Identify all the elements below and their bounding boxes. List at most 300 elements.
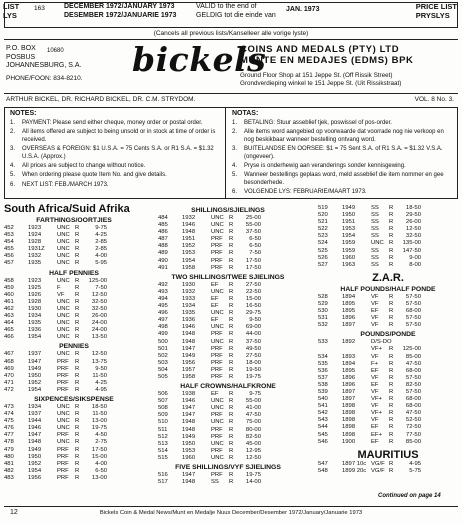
item-price: 147-50 bbox=[402, 247, 421, 254]
price-row bbox=[158, 258, 298, 265]
item-grade: PRF bbox=[57, 432, 69, 439]
price-row bbox=[158, 296, 298, 303]
item-price bbox=[397, 339, 421, 346]
price-row bbox=[158, 360, 298, 367]
list-label-af: LYS bbox=[3, 11, 17, 20]
item-number: 535 bbox=[318, 360, 328, 367]
currency: R bbox=[389, 367, 394, 374]
note-text: Pryse is onderhewig aan veranderings sonder kennisgewing. bbox=[244, 163, 406, 170]
item-grade: VF bbox=[371, 315, 379, 322]
item-grade: EF bbox=[371, 424, 379, 431]
item-number: 548 bbox=[318, 467, 328, 474]
item-number: 488 bbox=[158, 243, 168, 250]
item-number: 494 bbox=[158, 295, 168, 302]
currency: R bbox=[75, 327, 80, 334]
item-number: 542 bbox=[318, 410, 328, 417]
item-price: 47-50 bbox=[245, 412, 261, 419]
item-price: 4-95 bbox=[409, 460, 421, 467]
price-row bbox=[318, 315, 458, 322]
price-table bbox=[158, 282, 298, 381]
item-year: 1950 bbox=[182, 440, 196, 447]
item-grade: PRF bbox=[57, 453, 69, 460]
currency: R bbox=[75, 446, 80, 453]
section-title-south-africa: South Africa/Suid Afrika bbox=[4, 203, 130, 215]
item-number: 506 bbox=[158, 391, 168, 398]
item-number: 453 bbox=[4, 232, 14, 239]
issue-date-en: DECEMBER 1972/JANUARY 1973 bbox=[64, 3, 175, 10]
item-grade: EF bbox=[211, 303, 219, 310]
currency: R bbox=[229, 324, 234, 331]
note-text: PAYMENT: Please send either cheque, money order or postal order. bbox=[22, 120, 203, 126]
item-number: 486 bbox=[158, 229, 168, 236]
item-year: 1895 bbox=[342, 308, 356, 315]
price-column-3 bbox=[318, 205, 458, 475]
price-row bbox=[4, 373, 144, 380]
item-price: 45-00 bbox=[245, 440, 261, 447]
item-price: 69-00 bbox=[245, 324, 261, 331]
item-year: 1949 bbox=[182, 352, 196, 359]
item-number: 510 bbox=[158, 419, 168, 426]
note-item bbox=[10, 182, 220, 189]
item-year: 1952 bbox=[182, 243, 196, 250]
item-year: 1923 bbox=[28, 225, 42, 231]
item-grade: UNC bbox=[57, 418, 70, 425]
currency: R bbox=[389, 381, 394, 388]
price-row bbox=[4, 359, 144, 366]
item-number: 495 bbox=[158, 303, 168, 310]
currency: R bbox=[229, 405, 234, 412]
item-grade: UNC bbox=[57, 260, 70, 267]
item-price: 44-00 bbox=[245, 331, 261, 338]
item-number: 507 bbox=[158, 398, 168, 405]
item-grade: UNC bbox=[211, 419, 224, 426]
item-price: 27-50 bbox=[245, 352, 261, 359]
item-price: 29-50 bbox=[405, 212, 421, 219]
item-year: 1928 bbox=[28, 239, 42, 246]
note-number: 3. bbox=[232, 146, 238, 153]
item-year: 1935 bbox=[28, 260, 42, 267]
price-row bbox=[318, 424, 458, 431]
item-price: 9-50 bbox=[95, 365, 107, 372]
price-row bbox=[4, 404, 144, 411]
item-number: 525 bbox=[318, 247, 328, 254]
note-item bbox=[10, 146, 220, 161]
price-row bbox=[4, 299, 144, 306]
item-price: 13-00 bbox=[91, 474, 107, 481]
notes-en bbox=[10, 110, 220, 191]
price-row bbox=[318, 339, 458, 346]
currency: R bbox=[229, 412, 234, 419]
item-year: 1947 bbox=[182, 472, 196, 478]
item-number: 522 bbox=[318, 226, 328, 233]
item-price: 57-50 bbox=[405, 388, 421, 395]
item-year: 1954 bbox=[28, 334, 42, 341]
item-number: 513 bbox=[158, 440, 168, 447]
note-item bbox=[232, 163, 454, 170]
item-grade: PRF bbox=[57, 358, 69, 365]
item-grade: SS bbox=[371, 219, 379, 226]
price-row bbox=[158, 427, 298, 434]
item-price: 7-50 bbox=[95, 284, 107, 291]
item-number: 544 bbox=[318, 424, 328, 431]
col1-sections bbox=[4, 217, 144, 482]
currency: R bbox=[229, 222, 234, 229]
price-row bbox=[4, 411, 144, 418]
item-year: 1894 bbox=[342, 360, 356, 367]
item-grade: PRF bbox=[211, 331, 223, 338]
item-number: 499 bbox=[158, 331, 168, 338]
item-number: 497 bbox=[158, 317, 168, 324]
item-grade: UNC bbox=[57, 411, 70, 418]
price-row bbox=[318, 361, 458, 368]
item-number: 470 bbox=[4, 372, 14, 379]
price-row bbox=[4, 320, 144, 327]
item-year: 1958 bbox=[182, 373, 196, 380]
item-price: 57-50 bbox=[405, 293, 421, 300]
item-year: 1896 bbox=[342, 374, 356, 381]
section-heading: HALF CROWNS/HALFKRONE bbox=[180, 383, 276, 391]
item-grade: VG/F bbox=[371, 467, 385, 474]
currency: R bbox=[389, 388, 394, 395]
note-item bbox=[232, 146, 454, 161]
price-row bbox=[4, 306, 144, 313]
currency: R bbox=[229, 447, 234, 454]
price-row bbox=[4, 313, 144, 320]
item-year: 1948 bbox=[182, 331, 196, 338]
item-grade: PRF bbox=[211, 359, 223, 366]
price-row bbox=[318, 248, 458, 255]
currency: R bbox=[229, 352, 234, 359]
currency: R bbox=[229, 257, 234, 264]
col3-top-rows bbox=[318, 205, 458, 269]
note-item bbox=[10, 172, 220, 179]
price-row bbox=[158, 317, 298, 324]
price-row bbox=[318, 212, 458, 219]
item-number: 477 bbox=[4, 432, 14, 439]
currency: R bbox=[389, 212, 394, 219]
item-number: 504 bbox=[158, 366, 168, 373]
item-year: 1936 bbox=[182, 317, 196, 324]
price-row bbox=[158, 243, 298, 250]
currency: R bbox=[389, 240, 394, 247]
item-price: 13-00 bbox=[91, 418, 107, 425]
currency: R bbox=[389, 254, 394, 261]
item-year: 1951 bbox=[342, 219, 356, 226]
item-year: 1951 bbox=[182, 236, 196, 243]
currency: R bbox=[389, 460, 394, 467]
item-number: 474 bbox=[4, 411, 14, 418]
item-price: 12-50 bbox=[405, 226, 421, 233]
currency bbox=[389, 339, 397, 346]
price-row bbox=[158, 374, 298, 381]
currency: R bbox=[389, 233, 394, 240]
item-grade: VG/F bbox=[371, 460, 385, 467]
price-row bbox=[318, 432, 458, 439]
price-row bbox=[4, 425, 144, 432]
note-number: 4. bbox=[232, 163, 238, 170]
currency: R bbox=[75, 277, 80, 284]
item-price: 9-75 bbox=[249, 391, 261, 398]
item-grade: UNC bbox=[57, 239, 70, 246]
item-grade: PRF bbox=[211, 352, 223, 359]
price-row bbox=[4, 278, 144, 285]
price-row bbox=[4, 351, 144, 358]
item-grade: SS bbox=[371, 212, 379, 219]
currency: R bbox=[75, 313, 80, 320]
shop-address-af: Grondverdieping winkel te 151 Jeppe St. (Uit Rissikstraat) bbox=[240, 80, 402, 87]
currency: R bbox=[229, 398, 234, 405]
currency: R bbox=[389, 438, 394, 445]
item-price: 12-50 bbox=[245, 454, 261, 461]
item-number: 517 bbox=[158, 479, 168, 486]
price-row bbox=[318, 226, 458, 233]
item-year: 1946 bbox=[182, 222, 196, 229]
currency: R bbox=[75, 439, 80, 446]
item-year: 1946 bbox=[182, 324, 196, 331]
item-grade: PRF bbox=[57, 460, 69, 467]
phone-number: PHONE/FOON: 834-8210. bbox=[6, 75, 83, 82]
currency: R bbox=[75, 453, 80, 460]
section-title-zar: Z.A.R. bbox=[372, 271, 404, 284]
item-year: 1895 bbox=[342, 367, 356, 374]
item-grade: PRF bbox=[211, 236, 223, 243]
currency: R bbox=[229, 454, 234, 461]
item-year: 1952 bbox=[28, 379, 42, 386]
item-grade: VF+ bbox=[371, 346, 382, 353]
validity-text bbox=[196, 2, 276, 20]
bickels-logo: bickels bbox=[132, 40, 267, 79]
item-number: 471 bbox=[4, 379, 14, 386]
item-number: 512 bbox=[158, 433, 168, 440]
item-year: 1963 bbox=[342, 261, 356, 268]
item-price: 77-50 bbox=[405, 431, 421, 438]
currency: R bbox=[229, 359, 234, 366]
item-price: 12-50 bbox=[91, 291, 107, 298]
price-row bbox=[158, 353, 298, 360]
item-year: 1898 bbox=[342, 431, 356, 438]
item-price: 12-50 bbox=[91, 351, 107, 358]
item-year: 1960 bbox=[342, 254, 356, 261]
price-row bbox=[318, 308, 458, 315]
item-number: 500 bbox=[158, 338, 168, 345]
item-year: 1948 bbox=[182, 479, 196, 486]
currency: R bbox=[75, 418, 80, 425]
currency: R bbox=[229, 472, 234, 478]
price-row bbox=[158, 250, 298, 257]
item-year: 1959 bbox=[342, 247, 356, 254]
item-year: 1928 bbox=[28, 298, 42, 305]
item-grade: EF bbox=[211, 391, 219, 398]
item-year: 1954 bbox=[342, 233, 356, 240]
item-grade: UNC bbox=[211, 215, 224, 221]
item-grade: PRF bbox=[211, 433, 223, 440]
currency: R bbox=[229, 295, 234, 302]
item-price: 24-00 bbox=[91, 320, 107, 327]
item-price: 27-50 bbox=[245, 281, 261, 288]
item-grade: UNC bbox=[57, 425, 70, 432]
item-year: 1947 bbox=[182, 412, 196, 419]
note-text: Alle items word aangebied op voorwaarde dat voorrade nog nie verkoop en nog beskikbaar wanneer bestelling ontvang word. bbox=[244, 129, 444, 143]
section-heading: POUNDS/PONDE bbox=[360, 331, 416, 339]
price-row bbox=[318, 322, 458, 329]
price-row bbox=[158, 346, 298, 353]
currency: R bbox=[75, 284, 80, 291]
item-year: 1926 bbox=[28, 291, 42, 298]
item-grade: SS bbox=[211, 479, 219, 486]
item-year: 1950 bbox=[28, 372, 42, 379]
note-number: 3. bbox=[10, 146, 16, 153]
item-price: 16-50 bbox=[245, 303, 261, 310]
item-year: 1895 bbox=[342, 300, 356, 307]
currency: R bbox=[229, 264, 234, 271]
price-row bbox=[158, 412, 298, 419]
item-grade: EF bbox=[211, 281, 219, 288]
item-number: 456 bbox=[4, 253, 14, 260]
item-price: 17-50 bbox=[245, 257, 261, 264]
item-price: 14-00 bbox=[245, 479, 261, 486]
item-number: 530 bbox=[318, 308, 328, 315]
item-year: 1953 bbox=[182, 250, 196, 257]
item-number: 539 bbox=[318, 388, 328, 395]
item-year: 1947 bbox=[182, 405, 196, 412]
item-grade: PRF bbox=[211, 373, 223, 380]
item-number: 526 bbox=[318, 254, 328, 261]
price-list-en: PRICE LIST bbox=[415, 2, 457, 11]
note-text: All prices are subject to change without notice. bbox=[22, 163, 146, 170]
item-price: 52-50 bbox=[405, 417, 421, 424]
currency: R bbox=[229, 288, 234, 295]
price-row bbox=[318, 233, 458, 240]
item-year bbox=[342, 346, 371, 353]
currency: R bbox=[75, 260, 80, 267]
price-row bbox=[158, 303, 298, 310]
note-number: 5. bbox=[232, 172, 238, 179]
item-grade: UNC bbox=[57, 232, 70, 239]
item-price: 19-75 bbox=[245, 373, 261, 380]
item-number: 489 bbox=[158, 250, 168, 257]
item-number: 502 bbox=[158, 352, 168, 359]
currency: R bbox=[75, 372, 80, 379]
item-price: 57-50 bbox=[405, 374, 421, 381]
volume-number: VOL. 8 No. 3. bbox=[414, 96, 454, 103]
price-row bbox=[4, 432, 144, 439]
item-year: 1954 bbox=[182, 257, 196, 264]
item-price: 13-50 bbox=[91, 334, 107, 341]
currency: R bbox=[389, 226, 394, 233]
valid-en: VALID to the end of bbox=[196, 3, 257, 10]
item-price: 22-50 bbox=[245, 288, 261, 295]
item-price: 4-00 bbox=[95, 460, 107, 467]
item-grade: UNC bbox=[211, 398, 224, 405]
item-grade: VF bbox=[371, 322, 379, 329]
divider bbox=[4, 93, 458, 94]
currency: R bbox=[389, 247, 394, 254]
item-grade: UNC bbox=[57, 277, 70, 284]
item-grade: SS bbox=[371, 233, 379, 240]
price-row bbox=[158, 229, 298, 236]
item-grade: UNC bbox=[211, 324, 224, 331]
currency: R bbox=[75, 358, 80, 365]
price-row bbox=[158, 405, 298, 412]
currency: R bbox=[389, 308, 394, 315]
page-number: 12 bbox=[10, 509, 18, 516]
item-year: 1936 bbox=[28, 327, 42, 334]
price-table bbox=[318, 339, 458, 445]
item-grade: EF bbox=[371, 438, 379, 445]
item-price: 47-50 bbox=[405, 410, 421, 417]
currency: R bbox=[389, 403, 394, 410]
item-year: 1946 bbox=[28, 425, 42, 432]
price-row bbox=[158, 324, 298, 331]
item-number: 514 bbox=[158, 447, 168, 454]
item-grade: UNC bbox=[57, 298, 70, 305]
currency: R bbox=[229, 433, 234, 440]
note-number: 4. bbox=[10, 163, 16, 170]
item-number: 483 bbox=[4, 474, 14, 481]
item-year: 1953 bbox=[342, 226, 356, 233]
item-number: 515 bbox=[158, 454, 168, 461]
item-year: 1952 bbox=[28, 460, 42, 467]
item-price: 15-00 bbox=[91, 453, 107, 460]
item-grade: UNC bbox=[57, 305, 70, 312]
item-year: 1935 bbox=[182, 310, 196, 317]
note-item bbox=[232, 172, 454, 187]
price-row bbox=[158, 391, 298, 398]
price-row bbox=[4, 285, 144, 292]
item-grade: UNC bbox=[57, 351, 70, 358]
item-price: 11-50 bbox=[92, 411, 107, 418]
item-number: 540 bbox=[318, 396, 328, 403]
currency: R bbox=[389, 431, 394, 438]
item-grade: VF bbox=[371, 403, 379, 410]
currency: R bbox=[229, 366, 234, 373]
posbus-label: POSBUS bbox=[6, 53, 36, 61]
item-grade: PRF bbox=[211, 366, 223, 373]
price-row bbox=[4, 327, 144, 334]
note-text: OVERSEAS & FOREIGN: $1 U.S.A. = 75 Cents S.A. or R1 S.A. = $1.32 U.S.A. (Approx.) bbox=[22, 146, 214, 160]
item-year: 1934 bbox=[182, 303, 196, 310]
currency: R bbox=[75, 467, 80, 474]
currency: R bbox=[229, 317, 234, 324]
price-row bbox=[318, 417, 458, 424]
note-text: BETALING: Stuur asseblief tjek, poswissel of pos-order. bbox=[244, 120, 392, 126]
item-price: 57-50 bbox=[405, 300, 421, 307]
item-grade: EF bbox=[371, 367, 379, 374]
item-price: 2-85 bbox=[95, 239, 107, 246]
note-text: All items offered are subject to being unsold or in stock at time of order is received. bbox=[22, 129, 216, 143]
price-row bbox=[4, 454, 144, 461]
mauritius-rows bbox=[318, 461, 458, 475]
currency: R bbox=[229, 391, 234, 398]
item-price: 17-50 bbox=[91, 446, 107, 453]
item-price: 125-00 bbox=[402, 346, 421, 353]
item-number: 459 bbox=[4, 284, 14, 291]
currency: R bbox=[75, 225, 80, 231]
item-number: 529 bbox=[318, 300, 328, 307]
item-grade: PRF bbox=[211, 426, 223, 433]
item-number: 465 bbox=[4, 327, 14, 334]
item-number: 501 bbox=[158, 345, 168, 352]
item-year: 1958 bbox=[182, 264, 196, 271]
item-price: 68-00 bbox=[405, 308, 421, 315]
item-grade: PRF bbox=[211, 345, 223, 352]
item-number: 461 bbox=[4, 298, 14, 305]
price-row bbox=[158, 289, 298, 296]
item-price: 26-00 bbox=[91, 313, 107, 320]
currency: R bbox=[389, 417, 394, 424]
item-price: 68-00 bbox=[405, 403, 421, 410]
item-grade: SS bbox=[371, 254, 379, 261]
